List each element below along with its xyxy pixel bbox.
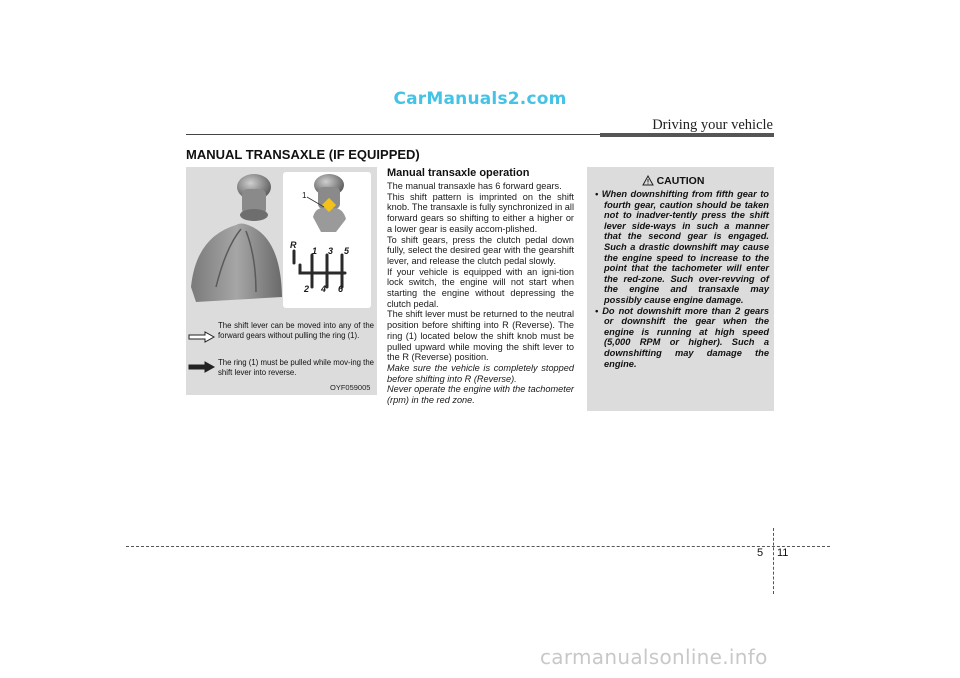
main-title: MANUAL TRANSAXLE (IF EQUIPPED) [186,147,420,162]
watermark-bottom: carmanualsonline.info [540,645,768,669]
operation-para-3: To shift gears, press the clutch pedal down fully, select the desired gear with the gearshift lever, and release the clutch pedal slowly. [387,234,574,266]
operation-para-7: Never operate the engine with the tachometer (rpm) in the red zone. [387,384,574,406]
operation-para-6: Make sure the vehicle is completely stopped before shifting into R (Reverse). [387,362,574,384]
solid-arrow-icon [188,361,216,373]
operation-para-2: This shift pattern is imprinted on the shift knob. The transaxle is fully synchronized in all forward gears so shifting to either a higher or a lower gear is easily accom-plished. [387,191,574,234]
gate-label-4: 4 [321,284,327,294]
page-chapter: 5 [757,547,764,559]
callout-label: 1 [302,191,307,200]
caption-reverse: The ring (1) must be pulled while mov-ing the shift lever into reverse. [218,358,375,377]
caption-forward: The shift lever can be moved into any of the forward gears without pulling the ring (1). [218,321,374,340]
caution-title: CAUTION [656,175,705,187]
section-title: Driving your vehicle [652,117,773,133]
operation-para-4: If your vehicle is equipped with an igni-tion lock switch, the engine will not start when starting the engine without depressing the clutch pedal. [387,266,574,309]
footer-vertical-rule [773,528,774,594]
operation-heading: Manual transaxle operation [387,167,530,179]
operation-para-5: The shift lever must be returned to the neutral position before shifting into R (Reverse). The ring (1) located below the shift knob must be pulled upward while moving the shift lever to the R (Reverse) position. [387,309,574,363]
caution-list [595,189,769,369]
gate-label-r: R [290,240,297,250]
watermark-top: CarManuals2.com [393,89,567,109]
operation-para-1: The manual transaxle has 6 forward gears. [387,181,562,191]
outline-arrow-icon [188,331,216,343]
caution-item-text: When downshifting from fifth gear to fourth gear, caution should be taken not to inadver-tently press the shift lever side-ways in such a manner that the second gear is engaged. Such a drastic downshift may cause the engine speed to increase to the point that the tachometer will enter the red-zone. Such over-revving of the engine and transaxle may possibly cause engine damage. [601,189,769,305]
caution-item-text: Do not downshift more than 2 gears or downshift the gear when the engine is running at high speed (5,000 RPM or higher). Such a downshifting may damage the engine. [602,305,770,369]
figure-code: OYF059005 [330,383,371,392]
gate-label-2: 2 [304,284,310,294]
caution-item: • Do not downshift more than 2 gears or downshift the gear when the engine is running at high speed (5,000 RPM or higher). Such a downshifting may damage the engine. [595,305,770,369]
caution-item: • When downshifting from fifth gear to fourth gear, caution should be taken not to inadver-tently press the shift lever side-ways in such a manner that the second gear is engaged. Such a drastic downshift may cause the engine speed to increase to the point that the tachometer will enter the red-zone. Such over-revving of the engine and transaxle may possibly cause engine damage. [595,189,769,305]
gate-label-6: 6 [338,284,344,294]
gate-label-5: 5 [344,246,350,256]
page-number: 11 [777,547,789,559]
caution-box [587,167,774,411]
operation-section [387,167,574,406]
gate-label-1: 1 [312,246,318,256]
header-bar [600,133,774,137]
gate-label-3: 3 [328,246,334,256]
footer-rule [126,546,830,547]
